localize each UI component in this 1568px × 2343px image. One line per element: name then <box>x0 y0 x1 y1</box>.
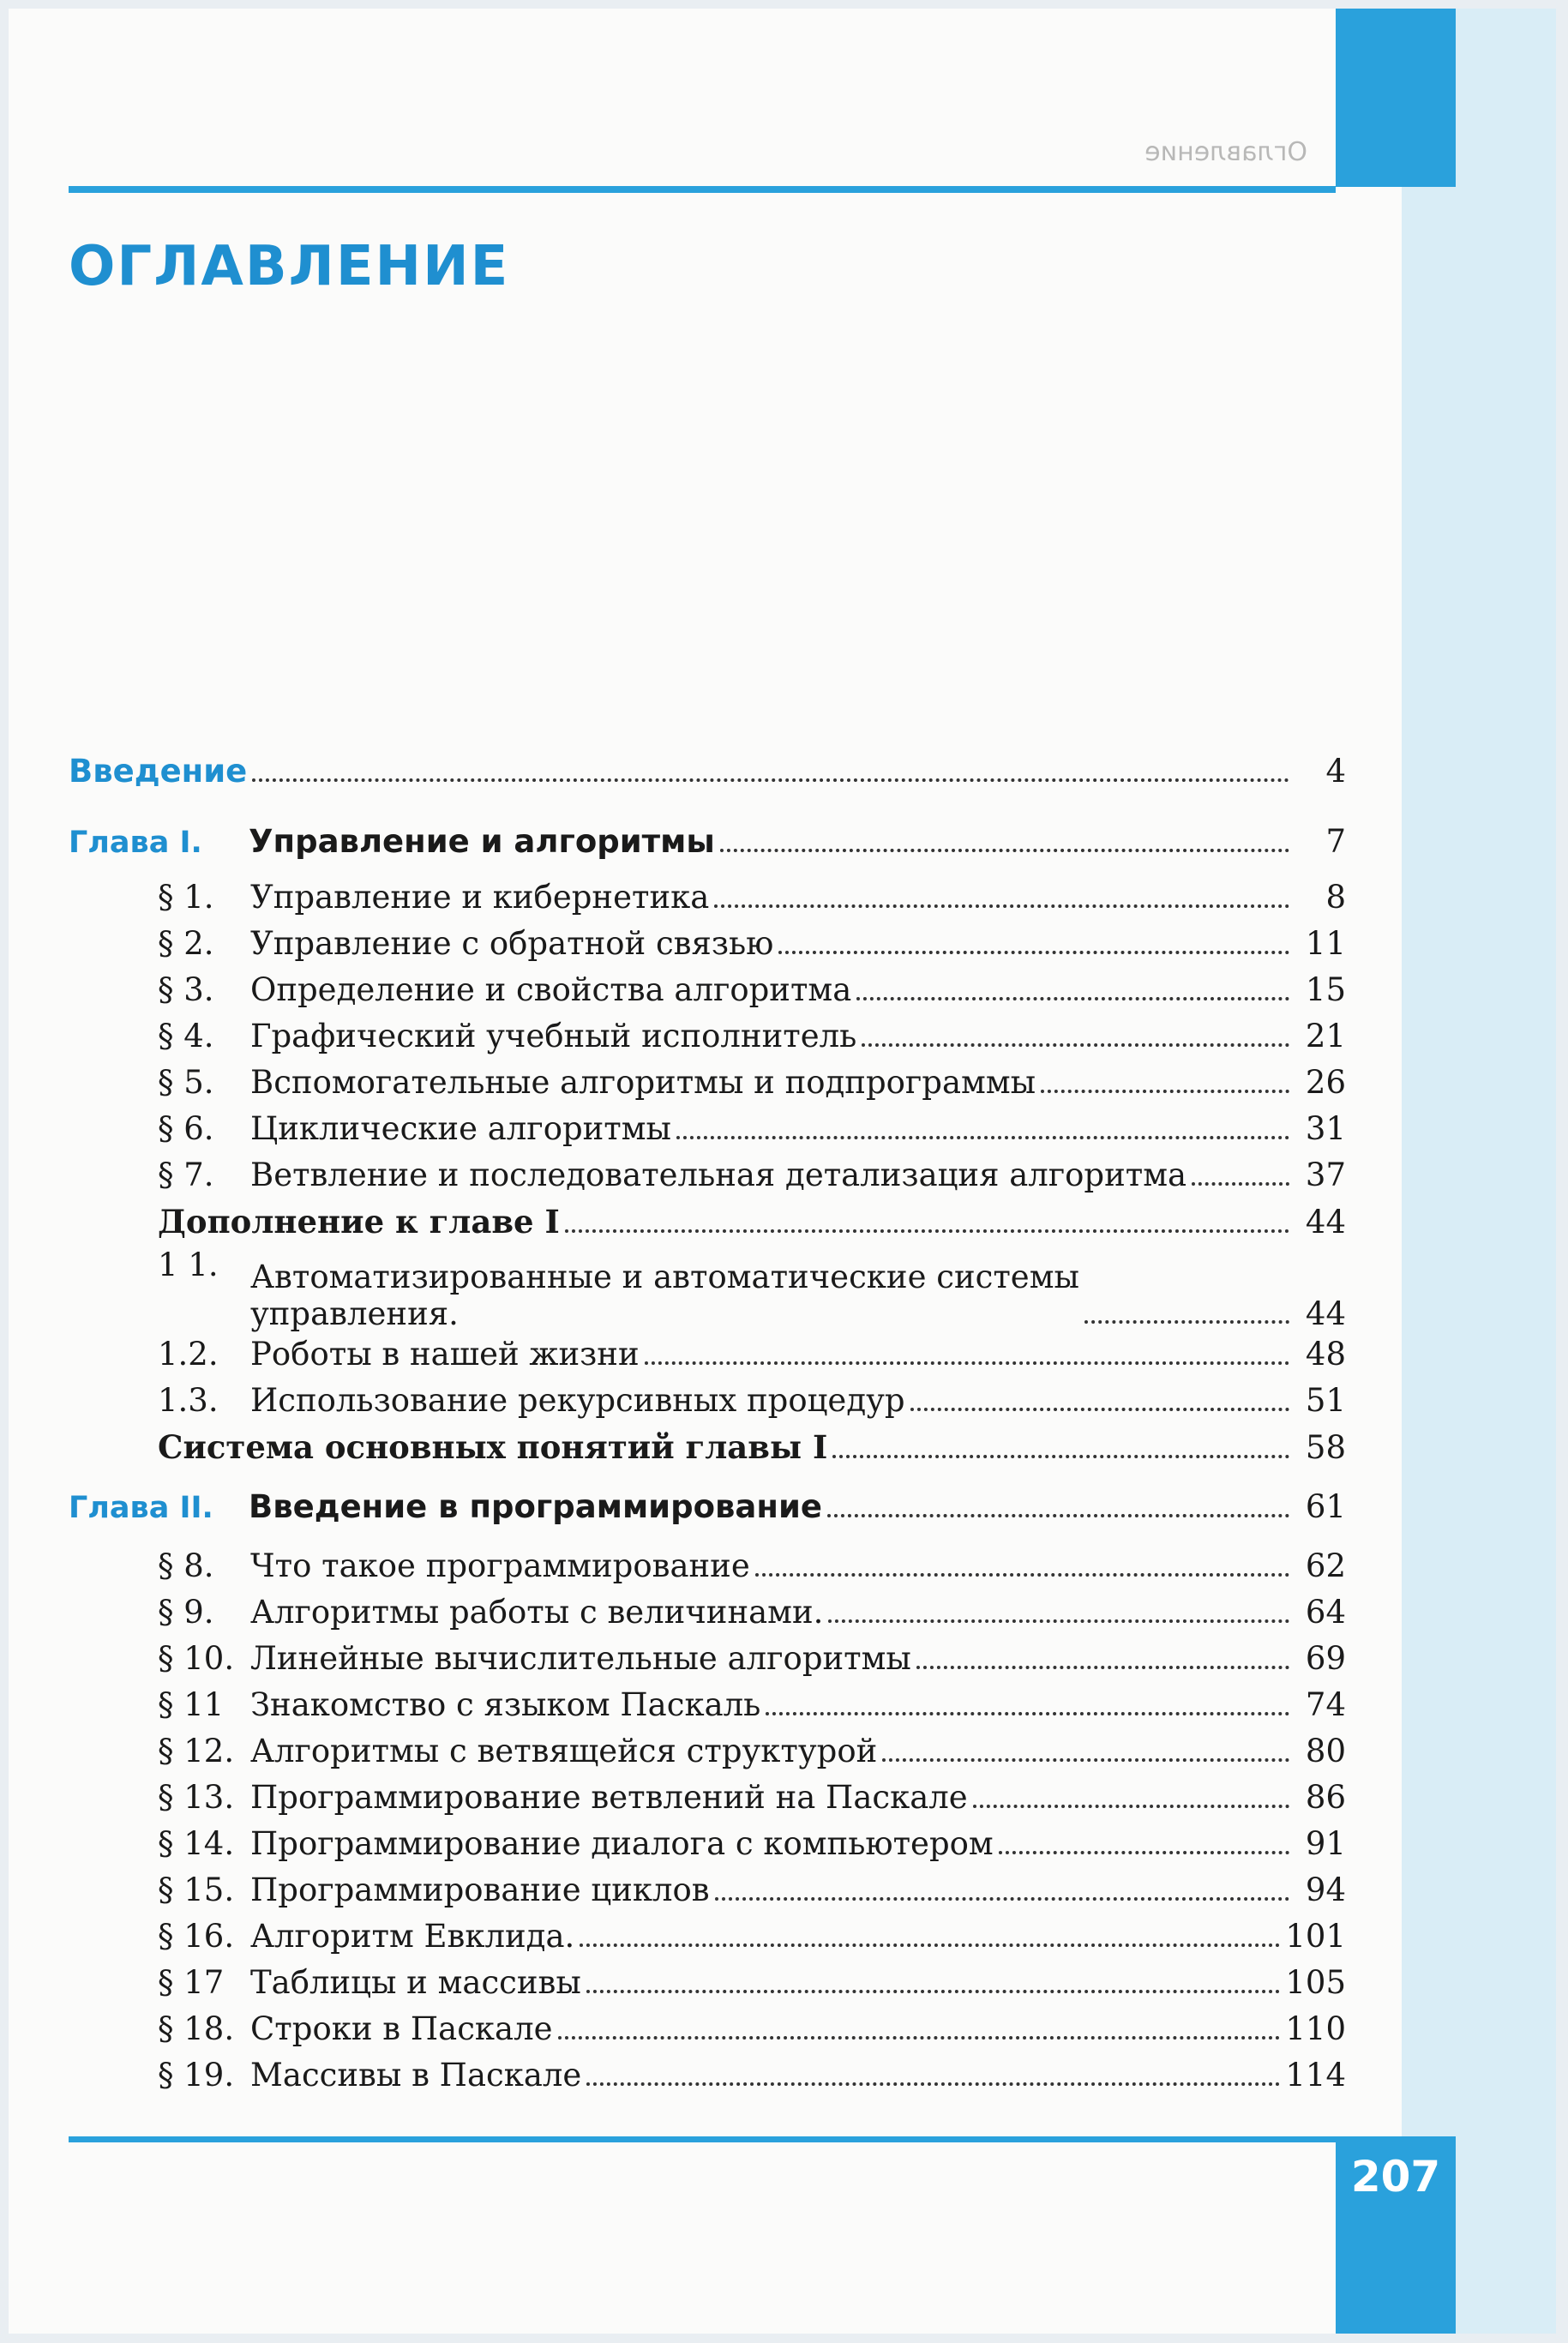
item-title-line-1: Автоматизированные и автоматические системы <box>250 1259 1079 1295</box>
toc-entry-section[interactable] <box>69 1964 1346 2010</box>
section-number: § 15. <box>158 1871 235 1908</box>
leader-dots <box>916 1666 1289 1669</box>
section-title: Управление и кибернетика <box>250 879 710 916</box>
item-title <box>250 1259 1079 1332</box>
page-ref: 4 <box>1325 753 1346 790</box>
section-title: Строки в Паскале <box>250 2010 553 2047</box>
page-ref: 7 <box>1325 823 1346 860</box>
section-number: § 17 <box>158 1964 225 2001</box>
toc-entry-section[interactable] <box>69 1156 1346 1203</box>
toc-entry-section[interactable] <box>69 1640 1346 1686</box>
section-title: Линейные вычислительные алгоритмы <box>250 1640 911 1677</box>
leader-dots <box>715 1897 1289 1901</box>
section-title: Массивы в Паскале <box>250 2057 582 2094</box>
page-ref: 86 <box>1305 1779 1346 1816</box>
leader-dots <box>1192 1182 1289 1186</box>
leader-dots <box>828 1619 1289 1623</box>
page-ref: 110 <box>1285 2010 1346 2047</box>
toc-entry-section[interactable] <box>69 2010 1346 2057</box>
section-number: § 3. <box>158 971 214 1008</box>
page-ref: 26 <box>1305 1064 1346 1101</box>
section-title: Программирование диалога с компьютером <box>250 1825 994 1862</box>
book-page <box>9 9 1556 2334</box>
item-title-line-2: управления. <box>250 1295 459 1332</box>
page-ref: 69 <box>1305 1640 1346 1677</box>
section-title: Определение и свойства алгоритма <box>250 971 852 1008</box>
item-number: 1.3. <box>158 1382 219 1419</box>
summary-title: Система основных понятий главы I <box>158 1428 828 1466</box>
toc-entry-section[interactable] <box>69 2057 1346 2103</box>
section-title: Программирование циклов <box>250 1871 710 1908</box>
section-title: Алгоритмы работы с величинами. <box>250 1594 824 1631</box>
bottom-rule <box>69 2136 1336 2142</box>
chapter-title: Введение в программирование <box>249 1488 822 1525</box>
section-title: Вспомогательные алгоритмы и подпрограммы <box>250 1064 1036 1101</box>
leader-dots <box>755 1573 1289 1577</box>
page-ref: 114 <box>1285 2057 1346 2094</box>
toc-entry-section[interactable] <box>69 925 1346 971</box>
section-number: § 11 <box>158 1686 225 1723</box>
page-title: ОГЛАВЛЕНИЕ <box>69 235 510 298</box>
page-ref: 8 <box>1325 879 1346 916</box>
page-ref: 101 <box>1285 1918 1346 1955</box>
leader-dots <box>720 849 1289 852</box>
section-number: § 6. <box>158 1110 214 1147</box>
leader-dots <box>973 1805 1289 1808</box>
page-ref: 105 <box>1285 1964 1346 2001</box>
section-title: Что такое программирование <box>250 1547 750 1584</box>
section-title: Управление с обратной связью <box>250 925 774 962</box>
section-number: § 16. <box>158 1918 235 1955</box>
section-number: § 2. <box>158 925 214 962</box>
toc-entry-section[interactable] <box>69 1018 1346 1064</box>
toc-entry-section[interactable] <box>69 1779 1346 1825</box>
leader-dots <box>862 1043 1289 1047</box>
toc-entry-chapter-2[interactable] <box>69 1488 1346 1535</box>
section-number: § 13. <box>158 1779 235 1816</box>
side-strip <box>1402 9 1556 2334</box>
page-ref: 91 <box>1305 1825 1346 1862</box>
section-title: Знакомство с языком Паскаль <box>250 1686 761 1723</box>
leader-dots <box>676 1136 1289 1139</box>
intro-title: Введение <box>69 753 248 790</box>
page-ref: 62 <box>1305 1547 1346 1584</box>
toc-entry-supplement-item[interactable] <box>69 1247 1346 1332</box>
top-tab <box>1336 9 1456 187</box>
toc-entry-section[interactable] <box>69 1064 1346 1110</box>
toc-entry-section[interactable] <box>69 1825 1346 1871</box>
section-number: § 9. <box>158 1594 214 1631</box>
page-ref: 51 <box>1305 1382 1346 1419</box>
chapter-title: Управление и алгоритмы <box>249 823 715 860</box>
leader-dots <box>832 1455 1289 1458</box>
item-number: 1 1. <box>158 1247 219 1283</box>
section-title: Алгоритмы с ветвящейся структурой <box>250 1733 878 1769</box>
item-title: Роботы в нашей жизни <box>250 1336 640 1373</box>
leader-dots <box>1084 1320 1289 1324</box>
page-ref: 11 <box>1305 925 1346 962</box>
page-ref: 48 <box>1305 1336 1346 1373</box>
section-title: Алгоритм Евклида. <box>250 1918 575 1955</box>
section-number: § 4. <box>158 1018 214 1054</box>
section-number: § 14. <box>158 1825 235 1862</box>
section-title: Циклические алгоритмы <box>250 1110 672 1147</box>
toc-entry-section[interactable] <box>69 879 1346 925</box>
section-number: § 7. <box>158 1156 214 1193</box>
leader-dots <box>714 904 1289 908</box>
section-number: § 12. <box>158 1733 235 1769</box>
toc-entry-section[interactable] <box>69 1871 1346 1918</box>
leader-dots <box>999 1851 1289 1854</box>
toc-entry-section[interactable] <box>69 1547 1346 1594</box>
toc-entry-section[interactable] <box>69 1686 1346 1733</box>
section-number: § 19. <box>158 2057 235 2094</box>
toc-entry-section[interactable] <box>69 1918 1346 1964</box>
toc-entry-section[interactable] <box>69 1110 1346 1156</box>
leader-dots <box>778 951 1289 954</box>
page-ref: 15 <box>1305 971 1346 1008</box>
page-ref: 44 <box>1305 1295 1346 1332</box>
item-number: 1.2. <box>158 1336 219 1373</box>
top-rule <box>69 186 1336 193</box>
toc-entry-chapter-1[interactable] <box>69 823 1346 869</box>
leader-dots <box>586 2082 1280 2086</box>
page-ref: 61 <box>1305 1488 1346 1525</box>
page-ref: 37 <box>1305 1156 1346 1193</box>
leader-dots <box>910 1408 1289 1411</box>
page-ref: 74 <box>1305 1686 1346 1723</box>
section-number: § 8. <box>158 1547 214 1584</box>
leader-dots <box>586 1990 1281 1993</box>
section-number: § 5. <box>158 1064 214 1101</box>
section-title: Таблицы и массивы <box>250 1964 581 2001</box>
leader-dots <box>252 778 1289 782</box>
section-title: Ветвление и последовательная детализация алгоритма <box>250 1156 1187 1193</box>
page-ref: 21 <box>1305 1018 1346 1054</box>
section-number: § 1. <box>158 879 214 916</box>
toc-entry-section[interactable] <box>69 1733 1346 1779</box>
page-number: 207 <box>1350 2152 1441 2202</box>
leader-dots <box>558 2036 1281 2040</box>
section-number: § 10. <box>158 1640 235 1677</box>
section-title: Программирование ветвлений на Паскале <box>250 1779 968 1816</box>
toc-entry-intro[interactable] <box>69 753 1346 799</box>
leader-dots <box>565 1229 1289 1233</box>
chapter-label: Глава I. <box>69 826 202 860</box>
page-ref: 44 <box>1305 1204 1346 1241</box>
page-ref: 58 <box>1305 1429 1346 1466</box>
leader-dots <box>856 997 1289 1000</box>
leader-dots <box>827 1514 1289 1517</box>
toc-entry-supplement[interactable] <box>69 1203 1346 1249</box>
toc-entry-section[interactable] <box>69 1594 1346 1640</box>
leader-dots <box>766 1712 1289 1715</box>
show-through-header: Оглавление <box>1144 137 1307 167</box>
page-ref: 64 <box>1305 1594 1346 1631</box>
chapter-label: Глава II. <box>69 1491 213 1525</box>
section-number: § 18. <box>158 2010 235 2047</box>
supplement-title: Дополнение к главе I <box>158 1203 560 1241</box>
leader-dots <box>645 1361 1289 1365</box>
leader-dots <box>1041 1090 1289 1093</box>
page-ref: 80 <box>1305 1733 1346 1769</box>
toc-entry-summary[interactable] <box>69 1428 1346 1475</box>
toc-entry-supplement-item[interactable] <box>69 1336 1346 1382</box>
leader-dots <box>882 1758 1289 1762</box>
page-ref: 31 <box>1305 1110 1346 1147</box>
item-title: Использование рекурсивных процедур <box>250 1382 905 1419</box>
leader-dots <box>580 1943 1280 1947</box>
toc-entry-section[interactable] <box>69 971 1346 1018</box>
toc-entry-supplement-item[interactable] <box>69 1382 1346 1428</box>
page-ref: 94 <box>1305 1871 1346 1908</box>
section-title: Графический учебный исполнитель <box>250 1018 857 1054</box>
